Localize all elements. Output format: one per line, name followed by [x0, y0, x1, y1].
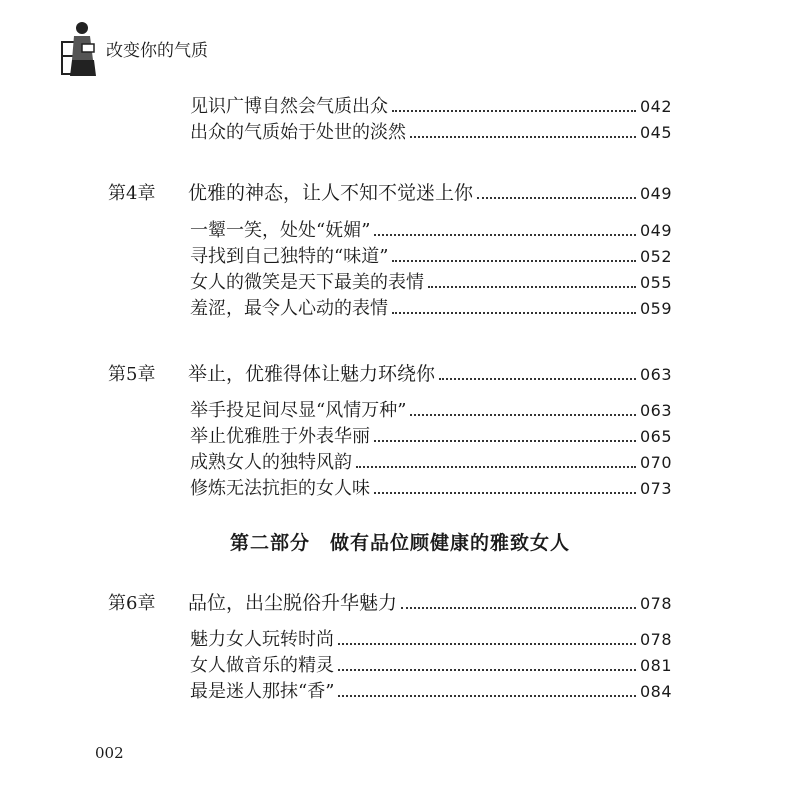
leader-dots	[338, 643, 636, 645]
toc-entry-page: 045	[639, 123, 672, 142]
toc-entry-page: 078	[639, 630, 672, 649]
toc-entry-page: 042	[639, 97, 672, 116]
toc-entry-title: 女人做音乐的精灵	[190, 655, 334, 676]
toc-entry-title: 修炼无法抗拒的女人味	[190, 478, 370, 499]
leader-dots	[374, 492, 636, 494]
toc-entry	[190, 400, 672, 422]
chapter-number: 第4章	[108, 183, 156, 204]
toc-entry-page: 055	[639, 273, 672, 292]
toc-entry	[190, 122, 672, 144]
toc-entry-page: 065	[639, 427, 672, 446]
toc-entry-page: 073	[639, 479, 672, 498]
toc-entry-page: 052	[639, 247, 672, 266]
toc-entry	[190, 478, 672, 500]
chapter-title: 优雅的神态，让人不知不觉迷上你	[188, 182, 474, 204]
chapter-page: 078	[639, 594, 672, 613]
leader-dots	[338, 695, 636, 697]
toc-entry-page: 063	[639, 401, 672, 420]
leader-dots	[410, 136, 636, 138]
lady-reading-icon	[60, 20, 96, 78]
leader-dots	[374, 440, 636, 442]
toc-entry-title: 魅力女人玩转时尚	[190, 629, 334, 650]
toc-entry-page: 049	[639, 221, 672, 240]
leader-dots	[356, 466, 636, 468]
toc-entry-page: 081	[639, 656, 672, 675]
toc-entry	[190, 655, 672, 677]
toc-entry-page: 084	[639, 682, 672, 701]
page-number: 002	[95, 744, 124, 762]
leader-dots	[428, 286, 636, 288]
chapter-title: 品位，出尘脱俗升华魅力	[188, 592, 398, 614]
toc-entry	[190, 298, 672, 320]
leader-dots	[338, 669, 636, 671]
toc-entry	[190, 629, 672, 651]
toc-entry	[190, 272, 672, 294]
header-title: 改变你的气质	[106, 41, 208, 61]
toc-entry-title: 举止优雅胜于外表华丽	[190, 426, 370, 447]
toc-entry	[190, 220, 672, 242]
toc-chapter	[108, 363, 672, 386]
toc-entry	[190, 426, 672, 448]
toc-entry-title: 一颦一笑，处处“妩媚”	[190, 220, 371, 241]
chapter-number: 第5章	[108, 364, 156, 385]
toc-entry-title: 举手投足间尽显“风情万种”	[190, 400, 407, 421]
toc-entry	[190, 246, 672, 268]
toc-entry-title: 寻找到自己独特的“味道”	[190, 246, 389, 267]
chapter-page: 049	[639, 184, 672, 203]
toc-entry-page: 059	[639, 299, 672, 318]
leader-dots	[392, 260, 636, 262]
chapter-page: 063	[639, 365, 672, 384]
part-title: 第二部分 做有品位顾健康的雅致女人	[229, 532, 570, 554]
toc-entry-title: 出众的气质始于处世的淡然	[190, 122, 406, 143]
leader-dots	[401, 607, 636, 609]
toc-chapter	[108, 592, 672, 615]
chapter-title: 举止，优雅得体让魅力环绕你	[188, 363, 436, 385]
leader-dots	[439, 378, 636, 380]
toc-entry-page: 070	[639, 453, 672, 472]
leader-dots	[374, 234, 636, 236]
chapter-number: 第6章	[108, 593, 156, 614]
leader-dots	[477, 197, 636, 199]
leader-dots	[392, 110, 636, 112]
leader-dots	[392, 312, 636, 314]
toc-entry-title: 见识广博自然会气质出众	[190, 96, 388, 117]
toc-entry-title: 最是迷人那抹“香”	[190, 681, 335, 702]
toc-chapter	[108, 182, 672, 205]
toc-entry-title: 羞涩，最令人心动的表情	[190, 298, 388, 319]
leader-dots	[410, 414, 636, 416]
toc-entry-title: 女人的微笑是天下最美的表情	[190, 272, 424, 293]
toc-entry	[190, 681, 672, 703]
toc-entry	[190, 452, 672, 474]
toc-entry-title: 成熟女人的独特风韵	[190, 452, 352, 473]
toc-entry	[190, 96, 672, 118]
